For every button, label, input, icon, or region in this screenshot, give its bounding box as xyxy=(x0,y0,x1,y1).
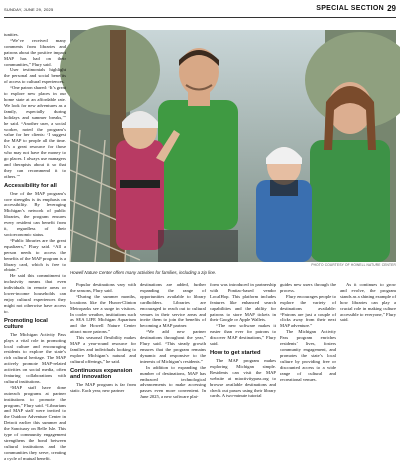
photo-illustration xyxy=(70,30,396,262)
paragraph: One of the MAP program’s core strengths is its emphasis on accessibility. By leveraging Michigan’s network of public libraries, the program ensures every resident can benefit from it, regardless of their socioeconomic status. xyxy=(4,190,66,237)
subheading-continuous-expansion: Continuous expansion and innovation xyxy=(70,367,133,380)
paragraph: “Public libraries are the great equalizers,” Flury said. “All a person needs to access the benefits of the MAP program is a library card, which is free to obtain.” xyxy=(4,237,66,273)
family-zipline-photo xyxy=(70,30,396,262)
article-column-1 xyxy=(4,32,66,462)
paragraph: The Michigan Activity Pass plays a vital role in promoting local culture and encouraging residents to explore the state’s rich cultural heritage. The MAP actively promote MAP-related activities on social media, often featuring collaborations with cultural institutions. xyxy=(4,331,66,384)
article-column-4 xyxy=(210,282,276,399)
page-header xyxy=(4,4,396,18)
paragraph: “During the summer months, locations like the Huron-Clinton Metroparks see a surge in visitors. In cooler weather, institutions such as SEA LIFE Michigan Aquarium and the Howell Nature Center attract more patrons.” xyxy=(70,293,136,335)
subheading-how-to-get-started: How to get started xyxy=(210,349,261,356)
article-column-5 xyxy=(280,282,336,382)
photo-caption: Howell Nature Center offers many activities for families, including a zip line. xyxy=(70,270,217,275)
paragraph: “We add new partner destinations throughout the year,” Flury said. “This steady growth ensures that the program remains dynamic and responsive to the interests of Michigan’s residents.” xyxy=(140,329,206,364)
paragraph: destinations are added, further expanding the range of opportunities available to library cardholders. Libraries are encouraged to reach out to cultural venues in their service areas and invite them to join the benefits of becoming a MAP partner. xyxy=(140,282,206,329)
photo-credit: PHOTO COURTESY OF HOWELL NATURE CENTER xyxy=(311,263,396,267)
article-column-6 xyxy=(340,282,396,323)
header-section: SPECIAL SECTION xyxy=(316,5,384,12)
header-page-number: 29 xyxy=(387,4,396,13)
paragraph: He said this commitment to inclusivity means that even individuals in remote areas or lower-income households can enjoy cultural experiences they might not otherwise have access to. xyxy=(4,273,66,314)
paragraph: guides new users through the process. xyxy=(280,282,336,293)
paragraph: Flury encourages people to explore the variety of destinations available: “Patrons are just a couple of clicks away from their next MAP adventure.” xyxy=(280,293,336,329)
paragraph: The MAP program is far from static. Each year, new partner xyxy=(70,381,136,393)
paragraph: Popular destinations vary with the seasons, Flury said. xyxy=(70,282,136,293)
paragraph: “We’ve received many comments from libraries and patrons about the positive impact MAP has had on their communities,” Flury said. xyxy=(4,37,66,67)
paragraph: In addition to expanding the number of destinations, MAP has embraced technological advancements to make accessing passes even more convenient. In June 2025, a new software plat- xyxy=(140,364,206,400)
paragraph: “One patron shared: ‘It’s great to explore new places in our home state at an affordable rate. We look for new adventures as a family, especially during holidays and summer breaks,’” he said. “Another user, a social worker, noted the program’s value for her clients: ‘I suggest the MAP to people all the time. It’s a great resource for those who may not have the money to go places. I always use managers and therapists about it so that they can recommend it to others.’” xyxy=(4,85,66,179)
paragraph: “The new software makes it easier than ever for patrons to discover MAP destinations,” Flury said. xyxy=(210,323,276,347)
paragraph: User testimonials highlight the personal and social benefits of access to cultural experiences. xyxy=(4,67,66,85)
paragraph: form was introduced in partnership with Pontiac-based vendor LocalHop. This platform includes features like enhanced search capabilities and the ability for patrons to store MAP tickets in their Google or Apple Wallets. xyxy=(210,282,276,323)
paragraph: The Michigan Activity Pass program enriches residents’ lives, fosters community engagement, and promotes the state’s local culture by providing free or discounted access to a wide range of cultural and recreational venues. xyxy=(280,329,336,382)
subheading-accessibility: Accessibility for all xyxy=(4,182,57,189)
paragraph: This seasonal flexibility makes MAP a year-round resource for families and individuals looking to explore Michigan’s natural and cultural offerings,” he said. xyxy=(70,335,136,364)
article-column-3 xyxy=(140,282,206,400)
paragraph: The MAP program makes exploring Michigan simple. Residents can visit the MAP website at miactivitypass.org to browse available destinations and check out passes using their library cards. A two-minute tutorial xyxy=(210,357,276,399)
paragraph: As it continues to grow and evolve, the program stands as a shining example of how libraries can play a crucial role in making culture accessible to everyone,” Flury said. xyxy=(340,282,397,323)
paragraph: “MAP staff have done outreach programs at partner institutions to promote the program,” Flury said. “Librarians and MAP staff were invited to the Outdoor Adventure Center in Detroit earlier this summer and the Sanctuary on Belle Isle. This type of community engagement strengthens the bond between cultural institutions and the communities they serve, creating a cycle of mutual benefit. xyxy=(4,384,66,461)
subheading-promoting-local-culture: Promoting local culture xyxy=(4,317,48,330)
article-column-2 xyxy=(70,282,136,394)
paragraph: tunities. xyxy=(4,32,19,37)
header-date: SUNDAY, JUNE 29, 2025 xyxy=(4,7,54,12)
